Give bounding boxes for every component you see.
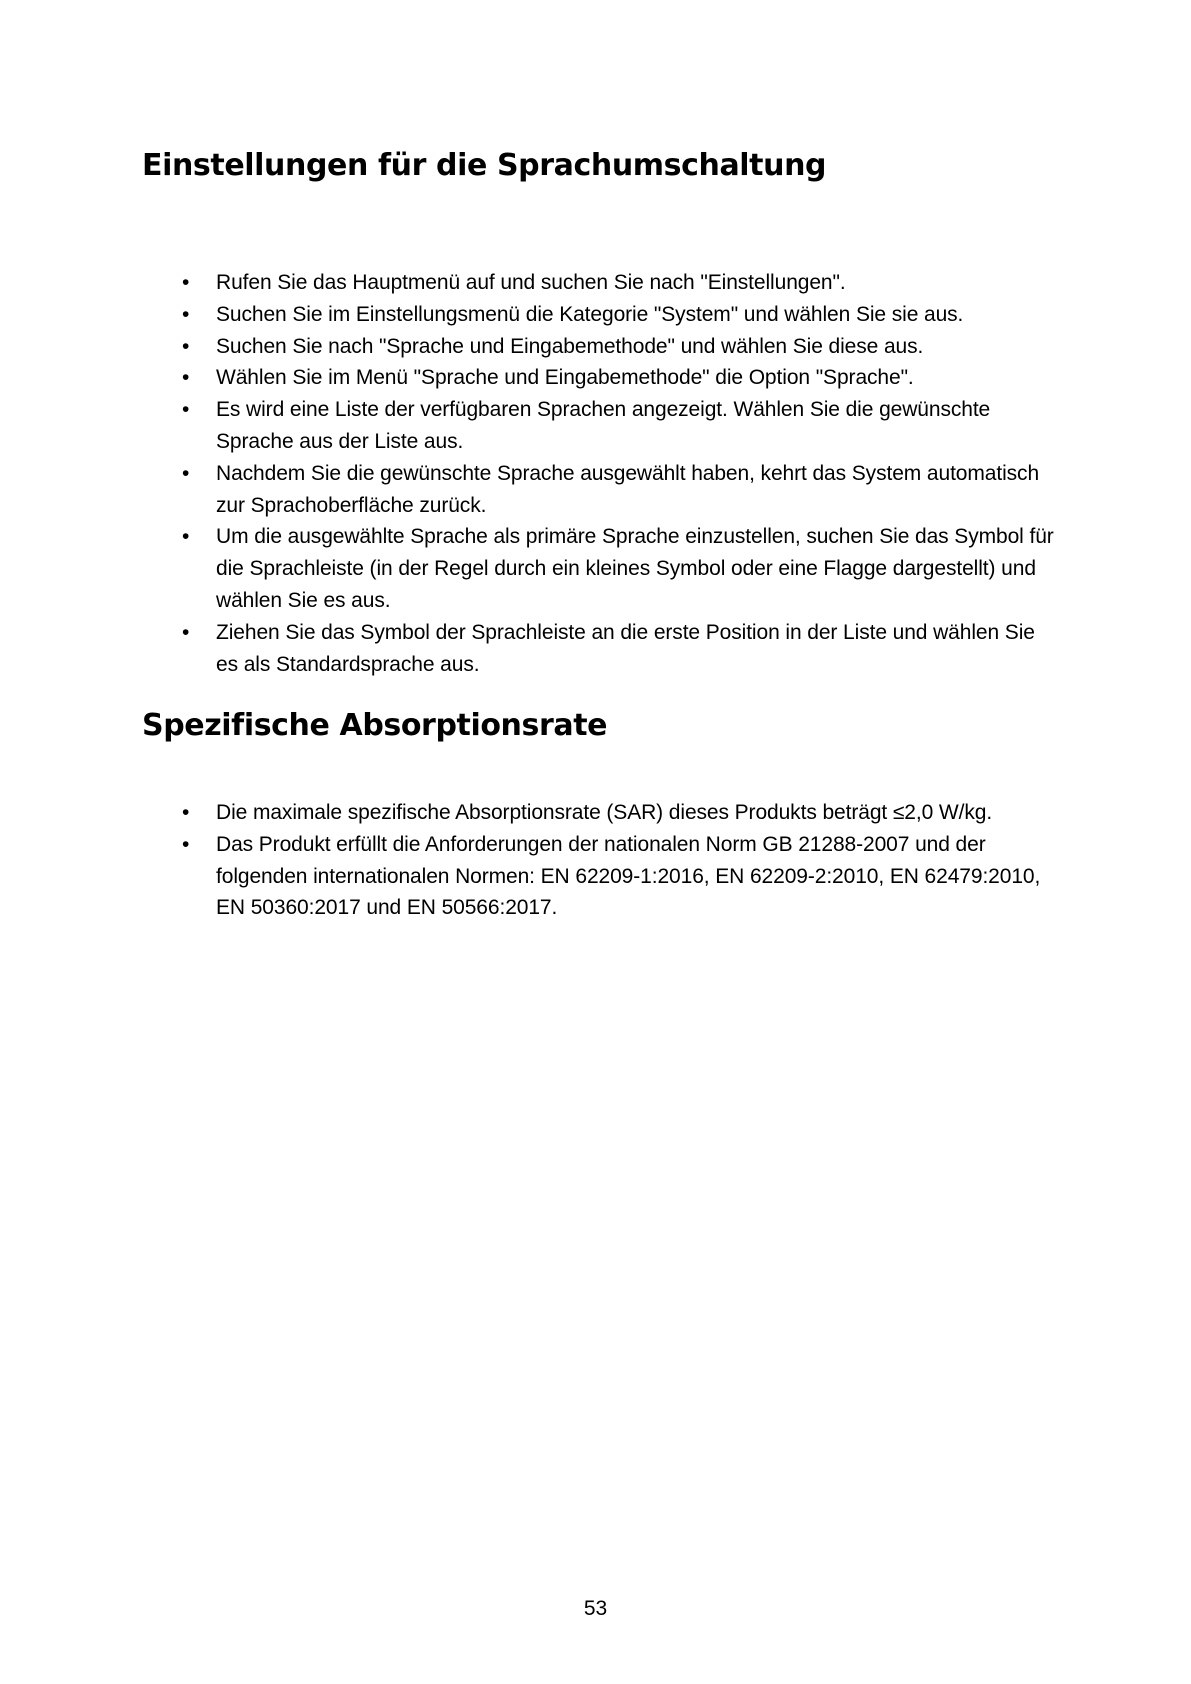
bullet-icon: •	[182, 366, 190, 390]
bullet-icon: •	[182, 801, 190, 824]
list-item	[182, 829, 1062, 924]
list-item	[182, 362, 1062, 394]
list-item-text: Wählen Sie im Menü "Sprache und Eingabemethode" die Option "Sprache".	[216, 366, 914, 390]
list-item-text: Rufen Sie das Hauptmenü auf und suchen Sie nach "Einstellungen".	[216, 271, 846, 294]
bullet-icon: •	[182, 525, 190, 549]
language-steps-list	[182, 267, 1062, 680]
list-item	[182, 521, 1062, 616]
bullet-icon: •	[182, 271, 190, 294]
list-item-text: Das Produkt erfüllt die Anforderungen der nationalen Norm GB 21288-2007 und der folgenden internationalen Normen: EN 62209-1:2016, EN 62209-2:2010, EN 62479:2010, EN 50360:2017 und EN 50566:2017.	[216, 832, 1041, 920]
list-item-text: Die maximale spezifische Absorptionsrate (SAR) dieses Produkts beträgt ≤2,0 W/kg.	[216, 801, 993, 824]
bullet-icon: •	[182, 461, 190, 485]
bullet-icon: •	[182, 620, 190, 644]
list-item-text: Es wird eine Liste der verfügbaren Sprachen angezeigt. Wählen Sie die gewünschte Sprache aus der Liste aus.	[216, 398, 991, 453]
sar-info-list	[182, 797, 1062, 924]
list-item	[182, 267, 1062, 299]
list-item	[182, 331, 1062, 363]
page-number: 53	[583, 1597, 608, 1620]
bullet-icon: •	[182, 398, 190, 422]
list-item-text: Nachdem Sie die gewünschte Sprache ausgewählt haben, kehrt das System automatisch zur Sprachoberfläche zurück.	[216, 461, 1040, 517]
list-item	[182, 394, 1062, 458]
list-item-text: Ziehen Sie das Symbol der Sprachleiste an die erste Position in der Liste und wählen Sie es als Standardsprache aus.	[216, 620, 1035, 676]
list-item-text: Um die ausgewählte Sprache als primäre Sprache einzustellen, suchen Sie das Symbol für die Sprachleiste (in der Regel durch ein kleines Symbol oder eine Flagge dargestellt) und wählen Sie es aus.	[216, 525, 1054, 612]
section-heading-specific-absorption-rate: Spezifische Absorptionsrate	[142, 708, 608, 743]
list-item-text: Suchen Sie im Einstellungsmenü die Kategorie "System" und wählen Sie sie aus.	[216, 302, 964, 326]
list-item	[182, 617, 1062, 681]
bullet-icon: •	[182, 302, 190, 326]
list-item-text: Suchen Sie nach "Sprache und Eingabemethode" und wählen Sie diese aus.	[216, 334, 924, 358]
list-item	[182, 299, 1062, 331]
list-item	[182, 458, 1062, 522]
list-item	[182, 797, 1062, 829]
bullet-icon: •	[182, 334, 190, 358]
bullet-icon: •	[182, 832, 190, 856]
section-heading-language-settings: Einstellungen für die Sprachumschaltung	[142, 148, 827, 183]
